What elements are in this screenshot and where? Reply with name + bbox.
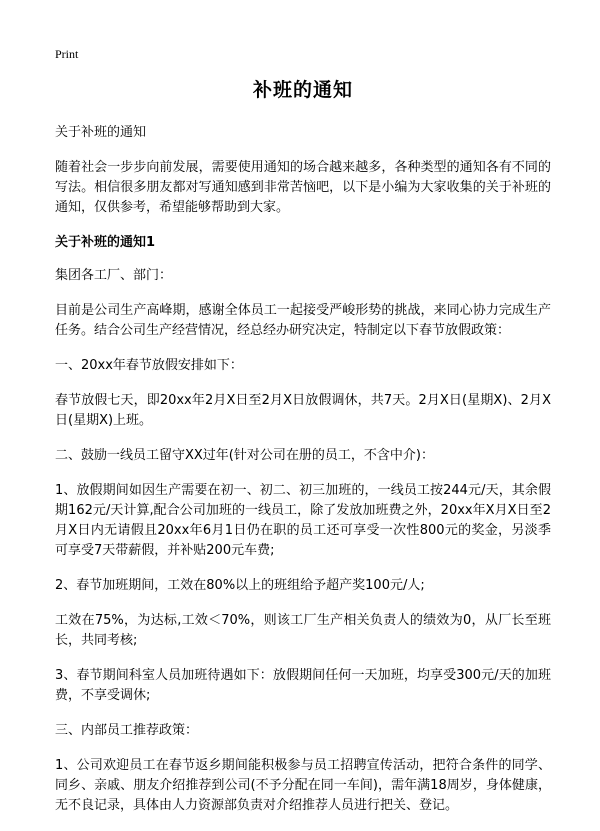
paragraph-background: 目前是公司生产高峰期，感谢全体员工一起接受严峻形势的挑战，来同心协力完成生产任务。结合公司生产经营情况，经总经办研究决定，特制定以下春节放假政策： [55, 303, 551, 338]
section-heading: 关于补班的通知1 [55, 235, 156, 250]
print-label: Print [55, 47, 79, 61]
document-body [55, 76, 551, 831]
paragraph-referral-policy: 1、公司欢迎员工在春节返乡期间能积极参与员工招聘宣传活动，把符合条件的同学、同乡、亲戚、朋友介绍推荐到公司(不予分配在同一车间)，需年满18周岁，身体健康，无不良记录，具体由人力资源部负责对介绍推荐人员进行把关、登记。 [55, 758, 551, 813]
intro-paragraph: 随着社会一步步向前发展，需要使用通知的场合越来越多，各种类型的通知各有不同的写法。相信很多朋友都对写通知感到非常苦恼吧，以下是小编为大家收集的关于补班的通知，仅供参考，希望能够帮助到大家。 [55, 160, 551, 215]
paragraph-overtime-pay: 1、放假期间如因生产需要在初一、初二、初三加班的，一线员工按244元/天，其余假期162元/天计算,配合公司加班的一线员工，除了发放加班费之外，20xx年X月X日至2月X日内无请假且20xx年6月1日仍在职的员工还可享受一次性800元的奖金，另淡季可享受7天带薪假，并补贴200元车费; [55, 483, 551, 558]
paragraph-efficiency-assessment: 工效在75%，为达标,工效＜70%，则该工厂生产相关负责人的绩效为0，从厂长至班长，共同考核; [55, 613, 551, 648]
paragraph-referral-heading: 三、内部员工推荐政策： [55, 723, 199, 738]
paragraph-incentive-heading: 二、鼓励一线员工留守XX过年(针对公司在册的员工，不含中介)： [55, 448, 434, 463]
paragraph-salutation: 集团各工厂、部门： [55, 268, 173, 283]
document-subtitle: 关于补班的通知 [55, 125, 147, 140]
paragraph-holiday-heading: 一、20xx年春节放假安排如下： [55, 358, 243, 373]
paragraph-holiday-schedule: 春节放假七天，即20xx年2月X日至2月X日放假调休，共7天。2月X日(星期X)、2月X日(星期X)上班。 [55, 393, 551, 428]
document-title: 补班的通知 [252, 79, 353, 101]
paragraph-office-overtime: 3、春节期间科室人员加班待遇如下：放假期间任何一天加班，均享受300元/天的加班费，不享受调休; [55, 668, 551, 703]
paragraph-efficiency-bonus: 2、春节加班期间，工效在80%以上的班组给予超产奖100元/人; [55, 578, 425, 593]
